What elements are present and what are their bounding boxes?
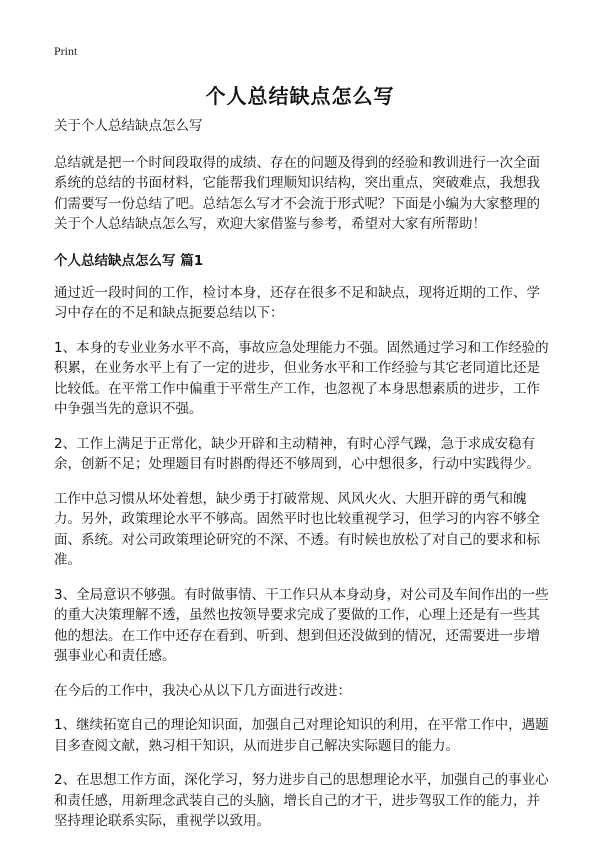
body-paragraph: 3、全局意识不够强。有时做事情、干工作只从本身动身，对公司及车间作出的一些的重大决策理解不透，虽然也按领导要求完成了要做的工作，心理上还是有一些其他的想法。在工作中还存在看到、听到、想到但还没做到的情况，还需要进一步增强事业心和责任感。	[54, 586, 549, 664]
document-subtitle: 关于个人总结缺点怎么写	[54, 118, 203, 134]
body-paragraph: 2、工作上满足于正常化，缺少开辟和主动精神，有时心浮气躁，急于求成安稳有余，创新不足；处理题目有时斟酌得还不够周到，心中想很多，行动中实践得少。	[54, 435, 540, 472]
body-paragraph: 工作中总习惯从坏处着想，缺少勇于打破常规、风风火火、大胆开辟的勇气和魄力。另外，政策理论水平不够高。固然平时也比较重视学习，但学习的内容不够全面、系统。对公司政策理论研究的不深、不透。有时候也放松了对自己的要求和标准。	[54, 490, 540, 568]
body-paragraph: 1、本身的专业业务水平不高，事故应急处理能力不强。固然通过学习和工作经验的积累，在业务水平上有了一定的进步，但业务水平和工作经验与其它老同道比还是比较低。在平常工作中偏重于平常生产工作，也忽视了本身思想素质的进步，工作中争强当先的意识不强。	[54, 339, 549, 417]
body-paragraph: 1、继续拓宽自己的理论知识面，加强自己对理论知识的利用，在平常工作中，遇题目多查阅文献，熟习相干知识，从而进步自己解决实际题目的能力。	[54, 717, 549, 754]
intro-paragraph: 总结就是把一个时间段取得的成绩、存在的问题及得到的经验和教训进行一次全面系统的总结的书面材料，它能帮我们理顺知识结构，突出重点，突破难点，我想我们需要写一份总结了吧。总结怎么写才不会流于形式呢？下面是小编为大家整理的关于个人总结缺点怎么写，欢迎大家借鉴与参考，希望对大家有所帮助！	[54, 154, 540, 232]
section-heading: 个人总结缺点怎么写 篇1	[54, 252, 204, 269]
document-body	[54, 116, 550, 846]
body-paragraph: 2、在思想工作方面，深化学习，努力进步自己的思想理论水平，加强自己的事业心和责任感，用新理念武装自己的头脑，增长自己的才干，进步驾驭工作的能力，并坚持理论联系实际，重视学以致用。	[54, 772, 549, 829]
print-label[interactable]: Print	[54, 44, 78, 58]
body-paragraph: 通过近一段时间的工作，检讨本身，还存在很多不足和缺点，现将近期的工作、学习中存在的不足和缺点扼要总结以下：	[54, 284, 540, 321]
body-paragraph: 在今后的工作中，我决心从以下几方面进行改进：	[54, 682, 351, 699]
document-title: 个人总结缺点怎么写	[205, 84, 395, 108]
